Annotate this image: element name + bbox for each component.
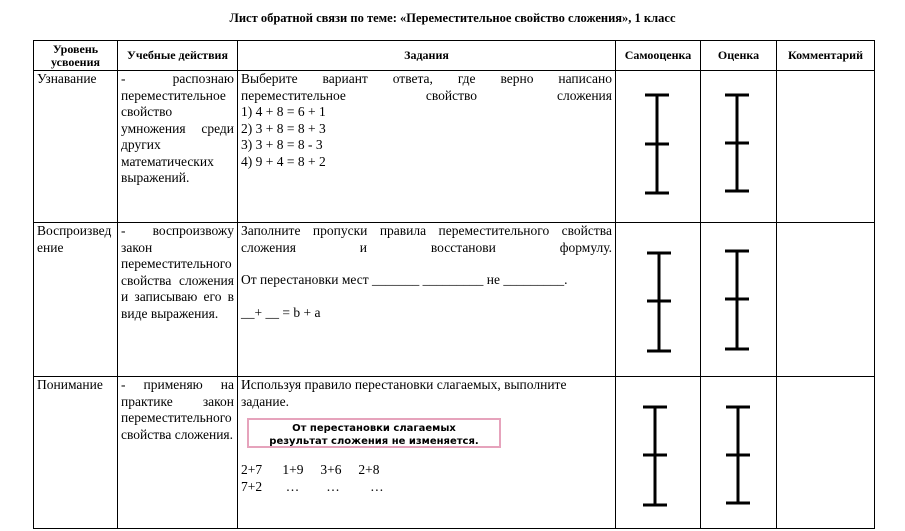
exercise-line: 7+2 … … … [241, 478, 384, 494]
rule-text: От перестановки слагаемых [292, 423, 456, 434]
level-cell: Узнавание [34, 71, 118, 223]
level-cell: Понимание [34, 377, 118, 529]
table-row [34, 71, 875, 223]
table-row [34, 377, 875, 529]
answer-option: 3) 3 + 8 = 8 - 3 [241, 137, 323, 152]
level-cell: Воспроизведение [34, 223, 118, 377]
vertical-scale-icon [701, 71, 777, 223]
feedback-table [33, 40, 875, 529]
task-cell [238, 377, 616, 529]
answer-option: 2) 3 + 8 = 8 + 3 [241, 120, 326, 136]
task-intro: Заполните пропуски правила переместительного свойства сложения и восстанови формулу. [241, 223, 612, 255]
vertical-scale-icon [616, 71, 701, 223]
comment-cell[interactable] [777, 377, 875, 529]
header-actions: Учебные действия [118, 41, 238, 71]
actions-cell: - воспроизвожу закон переместительного свойства сложения и записываю его в виде выражения. [118, 223, 238, 377]
actions-cell: - распознаю переместительное свойство умножения среди других математических выражений. [118, 71, 238, 223]
grade-cell[interactable] [701, 223, 777, 377]
vertical-scale-icon [701, 223, 777, 377]
answer-option: 1) 4 + 8 = 6 + 1 [241, 104, 326, 119]
page-title: Лист обратной связи по теме: «Переместительное свойство сложения», 1 класс [229, 11, 676, 25]
rule-box [247, 418, 501, 448]
vertical-scale-icon [701, 377, 777, 529]
task-intro: Используя правило перестановки слагаемых, выполните задание. [241, 377, 567, 409]
header-self-assessment: Самооценка [616, 41, 701, 71]
grade-cell[interactable] [701, 71, 777, 223]
self-assessment-cell[interactable] [616, 223, 701, 377]
formula-line: __+ __ = b + a [241, 304, 321, 320]
task-cell [238, 71, 616, 223]
task-cell [238, 223, 616, 377]
exercise-line: 2+7 1+9 3+6 2+8 [241, 462, 380, 477]
table-row [34, 223, 875, 377]
table-header-row [34, 41, 875, 71]
vertical-scale-icon [616, 223, 701, 377]
rule-text: результат сложения не изменяется. [269, 436, 479, 447]
comment-cell[interactable] [777, 223, 875, 377]
fill-in-rule: От перестановки мест _______ _________ не _________. [241, 272, 568, 287]
self-assessment-cell[interactable] [616, 71, 701, 223]
comment-cell[interactable] [777, 71, 875, 223]
grade-cell[interactable] [701, 377, 777, 529]
answer-option: 4) 9 + 4 = 8 + 2 [241, 153, 326, 169]
header-tasks: Задания [238, 41, 616, 71]
header-comment: Комментарий [777, 41, 875, 71]
task-intro: Выберите вариант ответа, где верно написано переместительное свойство сложения [241, 71, 612, 103]
vertical-scale-icon [616, 377, 701, 529]
self-assessment-cell[interactable] [616, 377, 701, 529]
header-level: Уровень усвоения [34, 41, 118, 71]
actions-cell: - применяю на практике закон переместительного свойства сложения. [118, 377, 238, 529]
header-grade: Оценка [701, 41, 777, 71]
